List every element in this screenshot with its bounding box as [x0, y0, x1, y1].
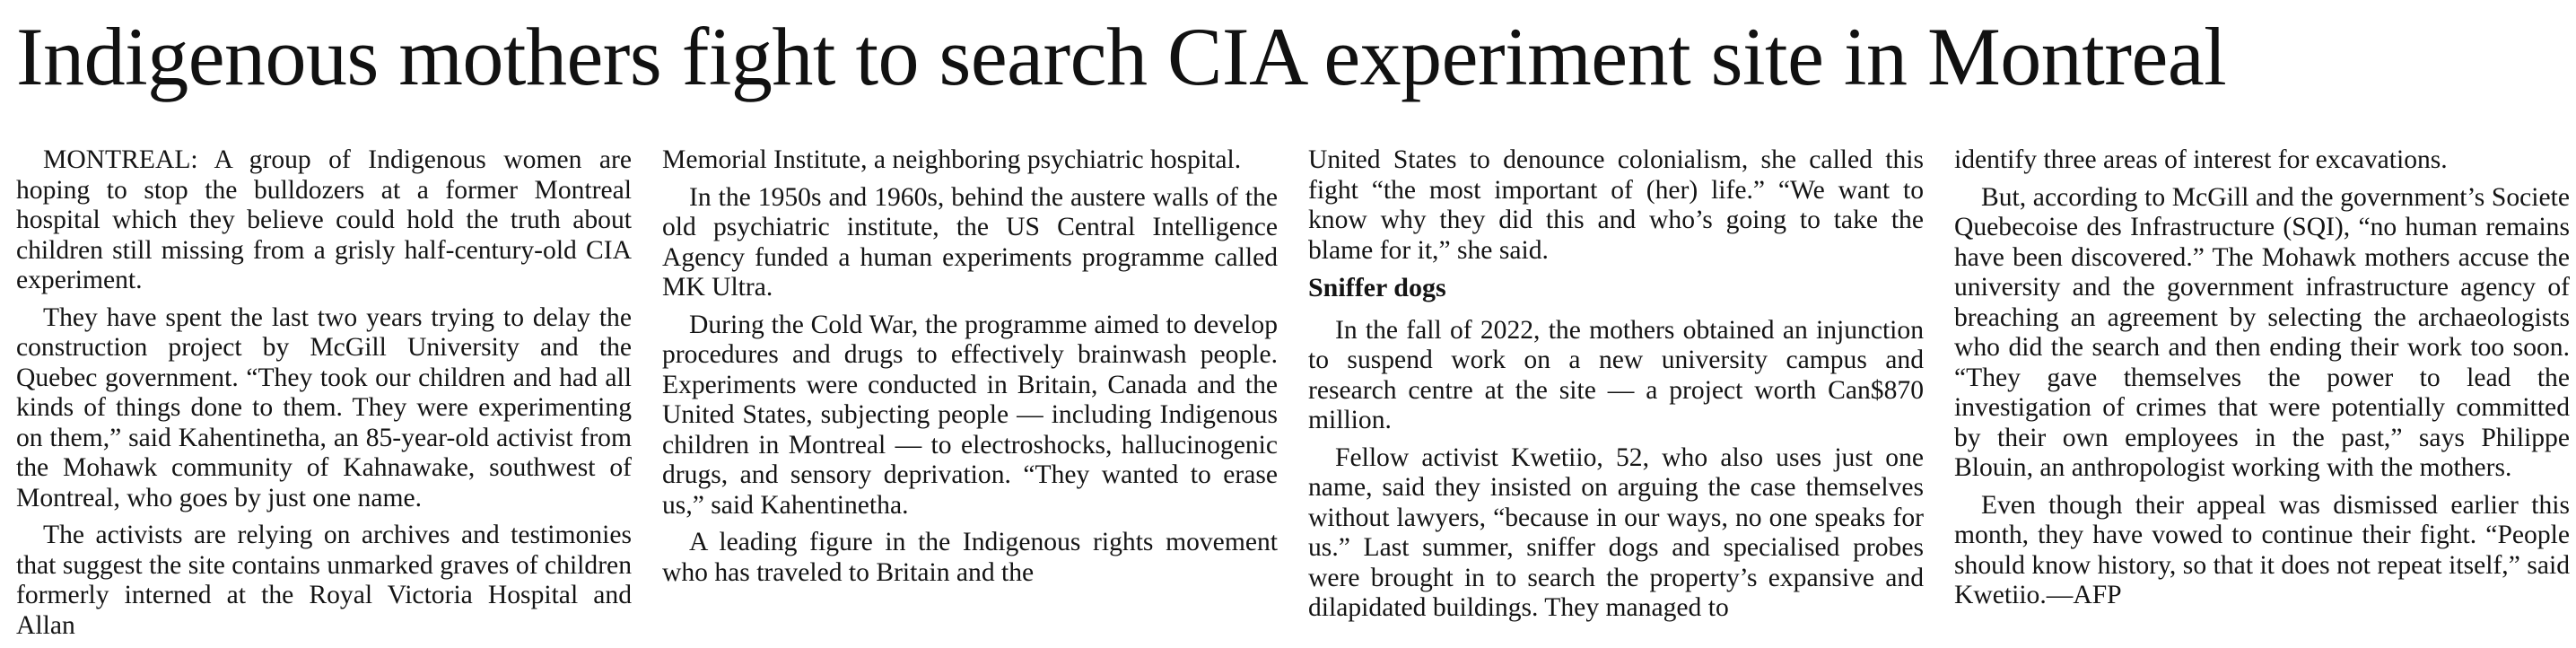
article-paragraph — [16, 145, 632, 296]
article-paragraph: Even though their appeal was dismissed earlier this month, they have vowed to continue their fight. “People should know history, so that it does not repeat itself,” said Kwetiio.—AFP — [1954, 490, 2570, 609]
subhead: Sniffer dogs — [1308, 273, 1446, 302]
article-paragraph: In the 1950s and 1960s, behind the austere walls of the old psychiatric institute, the US Central Intelligence Agency funded a human experiments programme called MK Ultra. — [662, 182, 1278, 302]
article-paragraph: Memorial Institute, a neighboring psychiatric hospital. — [662, 145, 1242, 174]
column-4 — [1954, 145, 2570, 618]
article-paragraph: The activists are relying on archives and testimonies that suggest the site contains unmarked graves of children formerly interned at the Royal Victoria Hospital and Allan — [16, 521, 632, 640]
article-paragraph: United States to denounce colonialism, she called this fight “the most important of (her) life.” “We want to know why they did this and who’s going to take the blame for it,” she said. — [1308, 145, 1924, 265]
article-paragraph: In the fall of 2022, the mothers obtained an injunction to suspend work on a new university campus and research centre at the site — a project worth Can$870 million. — [1308, 315, 1924, 434]
article-paragraph: Fellow activist Kwetiio, 52, who also uses just one name, said they insisted on arguing the case themselves without lawyers, “because in our ways, no one speaks for us.” Last summer, sniffer dogs and specialised probes were brought in to search the property’s expansive and dilapidated buildings. They managed to — [1308, 442, 1924, 622]
article-paragraph: A leading figure in the Indigenous rights movement who has traveled to Britain and the — [662, 528, 1278, 587]
article-paragraph: They have spent the last two years trying to delay the construction project by McGill University and the Quebec government. “They took our children and had all kinds of things done to them. They were experimenting on them,” said Kahentinetha, an 85-year-old activist from the Mohawk community of Kahnawake, southwest of Montreal, who goes by just one name. — [16, 302, 632, 512]
column-1 — [16, 145, 632, 648]
column-2 — [662, 145, 1278, 595]
article-paragraph: But, according to McGill and the government’s Societe Quebecoise des Infrastructure (SQI), “no human remains have been discovered.” The Mohawk mothers accuse the university and the government infrastructure agency of breaching an agreement by selecting the archaeologists who did the search and then ending their work too soon. “They gave themselves the power to lead the investigation of crimes that were potentially committed by their own employees in the past,” says Philippe Blouin, an anthropologist working with the mothers. — [1954, 182, 2570, 482]
headline: Indigenous mothers fight to search CIA experiment site in Montreal — [16, 11, 2227, 102]
paragraph-text: A group of Indigenous women are hoping to stop the bulldozers at a former Montreal hospital which they believe could hold the truth about children still missing from a grisly half-century-old CIA experiment. — [16, 145, 632, 294]
dateline: MONTREAL: — [43, 145, 198, 174]
article-paragraph: identify three areas of interest for excavations. — [1954, 145, 2448, 174]
article-paragraph: During the Cold War, the programme aimed to develop procedures and drugs to effectively brainwash people. Experiments were conducted in Britain, Canada and the United States, subjecting people — including Indigenous children in Montreal — to electroshocks, hallucinogenic drugs, and sensory deprivation. “They wanted to erase us,” said Kahentinetha. — [662, 310, 1278, 520]
column-3 — [1308, 145, 1924, 631]
